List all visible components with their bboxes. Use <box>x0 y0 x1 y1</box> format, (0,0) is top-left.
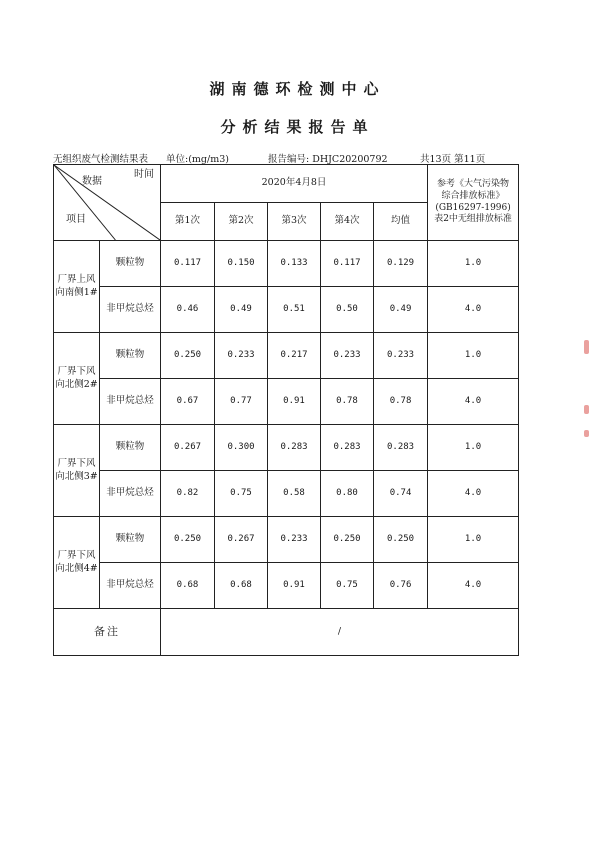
location-name-line: 向北侧3# <box>55 470 98 482</box>
remark-label: 备注 <box>54 609 161 656</box>
item-name-cell: 颗粒物 <box>100 517 161 563</box>
location-name-line: 向南侧1# <box>55 286 98 298</box>
seal-fragment <box>584 430 589 437</box>
item-name-cell: 非甲烷总烃 <box>100 287 161 333</box>
value-cell: 0.58 <box>268 471 321 517</box>
table-row <box>54 517 519 563</box>
mean-value-cell: 0.283 <box>374 425 428 471</box>
value-cell: 0.82 <box>161 471 215 517</box>
seal-fragment <box>584 340 589 354</box>
value-cell: 0.67 <box>161 379 215 425</box>
value-cell: 0.117 <box>321 241 374 287</box>
column-header: 第4次 <box>321 203 374 241</box>
standard-value-cell: 4.0 <box>428 471 519 517</box>
value-cell: 0.267 <box>161 425 215 471</box>
column-header: 第3次 <box>268 203 321 241</box>
item-name-cell: 非甲烷总烃 <box>100 563 161 609</box>
value-cell: 0.51 <box>268 287 321 333</box>
standard-header-line: 综合排放标准》 <box>441 190 505 201</box>
mean-value-cell: 0.76 <box>374 563 428 609</box>
value-cell: 0.267 <box>215 517 268 563</box>
value-cell: 0.117 <box>161 241 215 287</box>
standard-value-cell: 1.0 <box>428 241 519 287</box>
location-name-line: 向北侧2# <box>55 378 98 390</box>
mean-value-cell: 0.74 <box>374 471 428 517</box>
item-header-label: 项目 <box>66 214 86 225</box>
unit-label: 单位:(mg/m3) <box>166 154 229 165</box>
standard-value-cell: 1.0 <box>428 333 519 379</box>
standard-value-cell: 1.0 <box>428 517 519 563</box>
location-cell <box>54 425 100 517</box>
value-cell: 0.233 <box>321 333 374 379</box>
table-row <box>54 471 519 517</box>
seal-fragment <box>584 405 589 414</box>
org-title: 湖南德环检测中心 <box>209 80 386 98</box>
item-name-cell: 颗粒物 <box>100 425 161 471</box>
value-cell: 0.250 <box>321 517 374 563</box>
report-number: 报告编号: DHJC20200792 <box>268 154 388 165</box>
value-cell: 0.91 <box>268 563 321 609</box>
mean-value-cell: 0.233 <box>374 333 428 379</box>
mean-value-cell: 0.49 <box>374 287 428 333</box>
value-cell: 0.150 <box>215 241 268 287</box>
value-cell: 0.75 <box>215 471 268 517</box>
date-header: 2020年4月8日 <box>161 165 428 203</box>
location-cell <box>54 241 100 333</box>
mean-value-cell: 0.78 <box>374 379 428 425</box>
column-header: 均值 <box>374 203 428 241</box>
location-name-line: 厂界下风 <box>57 550 96 562</box>
document-title: 分析结果报告单 <box>220 118 375 136</box>
item-name-cell: 颗粒物 <box>100 241 161 287</box>
mean-value-cell: 0.250 <box>374 517 428 563</box>
standard-value-cell: 4.0 <box>428 379 519 425</box>
value-cell: 0.250 <box>161 517 215 563</box>
location-name-line: 厂界下风 <box>57 458 96 470</box>
standard-value-cell: 4.0 <box>428 563 519 609</box>
location-cell <box>54 517 100 609</box>
table-row <box>54 563 519 609</box>
table-row <box>54 379 519 425</box>
meta-line <box>53 151 518 163</box>
standard-value-cell: 1.0 <box>428 425 519 471</box>
item-name-cell: 颗粒物 <box>100 333 161 379</box>
table-row <box>54 241 519 287</box>
location-name-line: 厂界下风 <box>57 366 96 378</box>
standard-value-cell: 4.0 <box>428 287 519 333</box>
standard-header-line: (GB16297-1996) <box>435 202 511 213</box>
value-cell: 0.233 <box>268 517 321 563</box>
value-cell: 0.80 <box>321 471 374 517</box>
diagonal-header-cell <box>54 165 161 241</box>
location-name-line: 厂界上风 <box>57 274 96 286</box>
table-row <box>54 333 519 379</box>
value-cell: 0.250 <box>161 333 215 379</box>
value-cell: 0.77 <box>215 379 268 425</box>
location-cell <box>54 333 100 425</box>
column-header: 第1次 <box>161 203 215 241</box>
standard-header-line: 表2中无组排放标准 <box>434 214 512 225</box>
value-cell: 0.133 <box>268 241 321 287</box>
value-cell: 0.91 <box>268 379 321 425</box>
value-cell: 0.78 <box>321 379 374 425</box>
location-name-line: 向北侧4# <box>55 562 98 574</box>
value-cell: 0.283 <box>321 425 374 471</box>
value-cell: 0.233 <box>215 333 268 379</box>
page-count: 共13页 第11页 <box>420 154 486 165</box>
value-cell: 0.68 <box>215 563 268 609</box>
mean-value-cell: 0.129 <box>374 241 428 287</box>
table-row <box>54 425 519 471</box>
data-header-label: 数据 <box>82 176 102 187</box>
item-name-cell: 非甲烷总烃 <box>100 379 161 425</box>
standard-header-line: 参考《大气污染物 <box>437 179 510 190</box>
value-cell: 0.217 <box>268 333 321 379</box>
value-cell: 0.50 <box>321 287 374 333</box>
remark-value: / <box>161 609 519 656</box>
value-cell: 0.283 <box>268 425 321 471</box>
table-row <box>54 287 519 333</box>
value-cell: 0.49 <box>215 287 268 333</box>
column-header: 第2次 <box>215 203 268 241</box>
table-name: 无组织废气检测结果表 <box>53 154 149 165</box>
time-header-label: 时间 <box>134 169 154 180</box>
value-cell: 0.68 <box>161 563 215 609</box>
standard-header <box>428 165 519 241</box>
value-cell: 0.300 <box>215 425 268 471</box>
results-table <box>53 164 519 656</box>
item-name-cell: 非甲烷总烃 <box>100 471 161 517</box>
value-cell: 0.75 <box>321 563 374 609</box>
value-cell: 0.46 <box>161 287 215 333</box>
